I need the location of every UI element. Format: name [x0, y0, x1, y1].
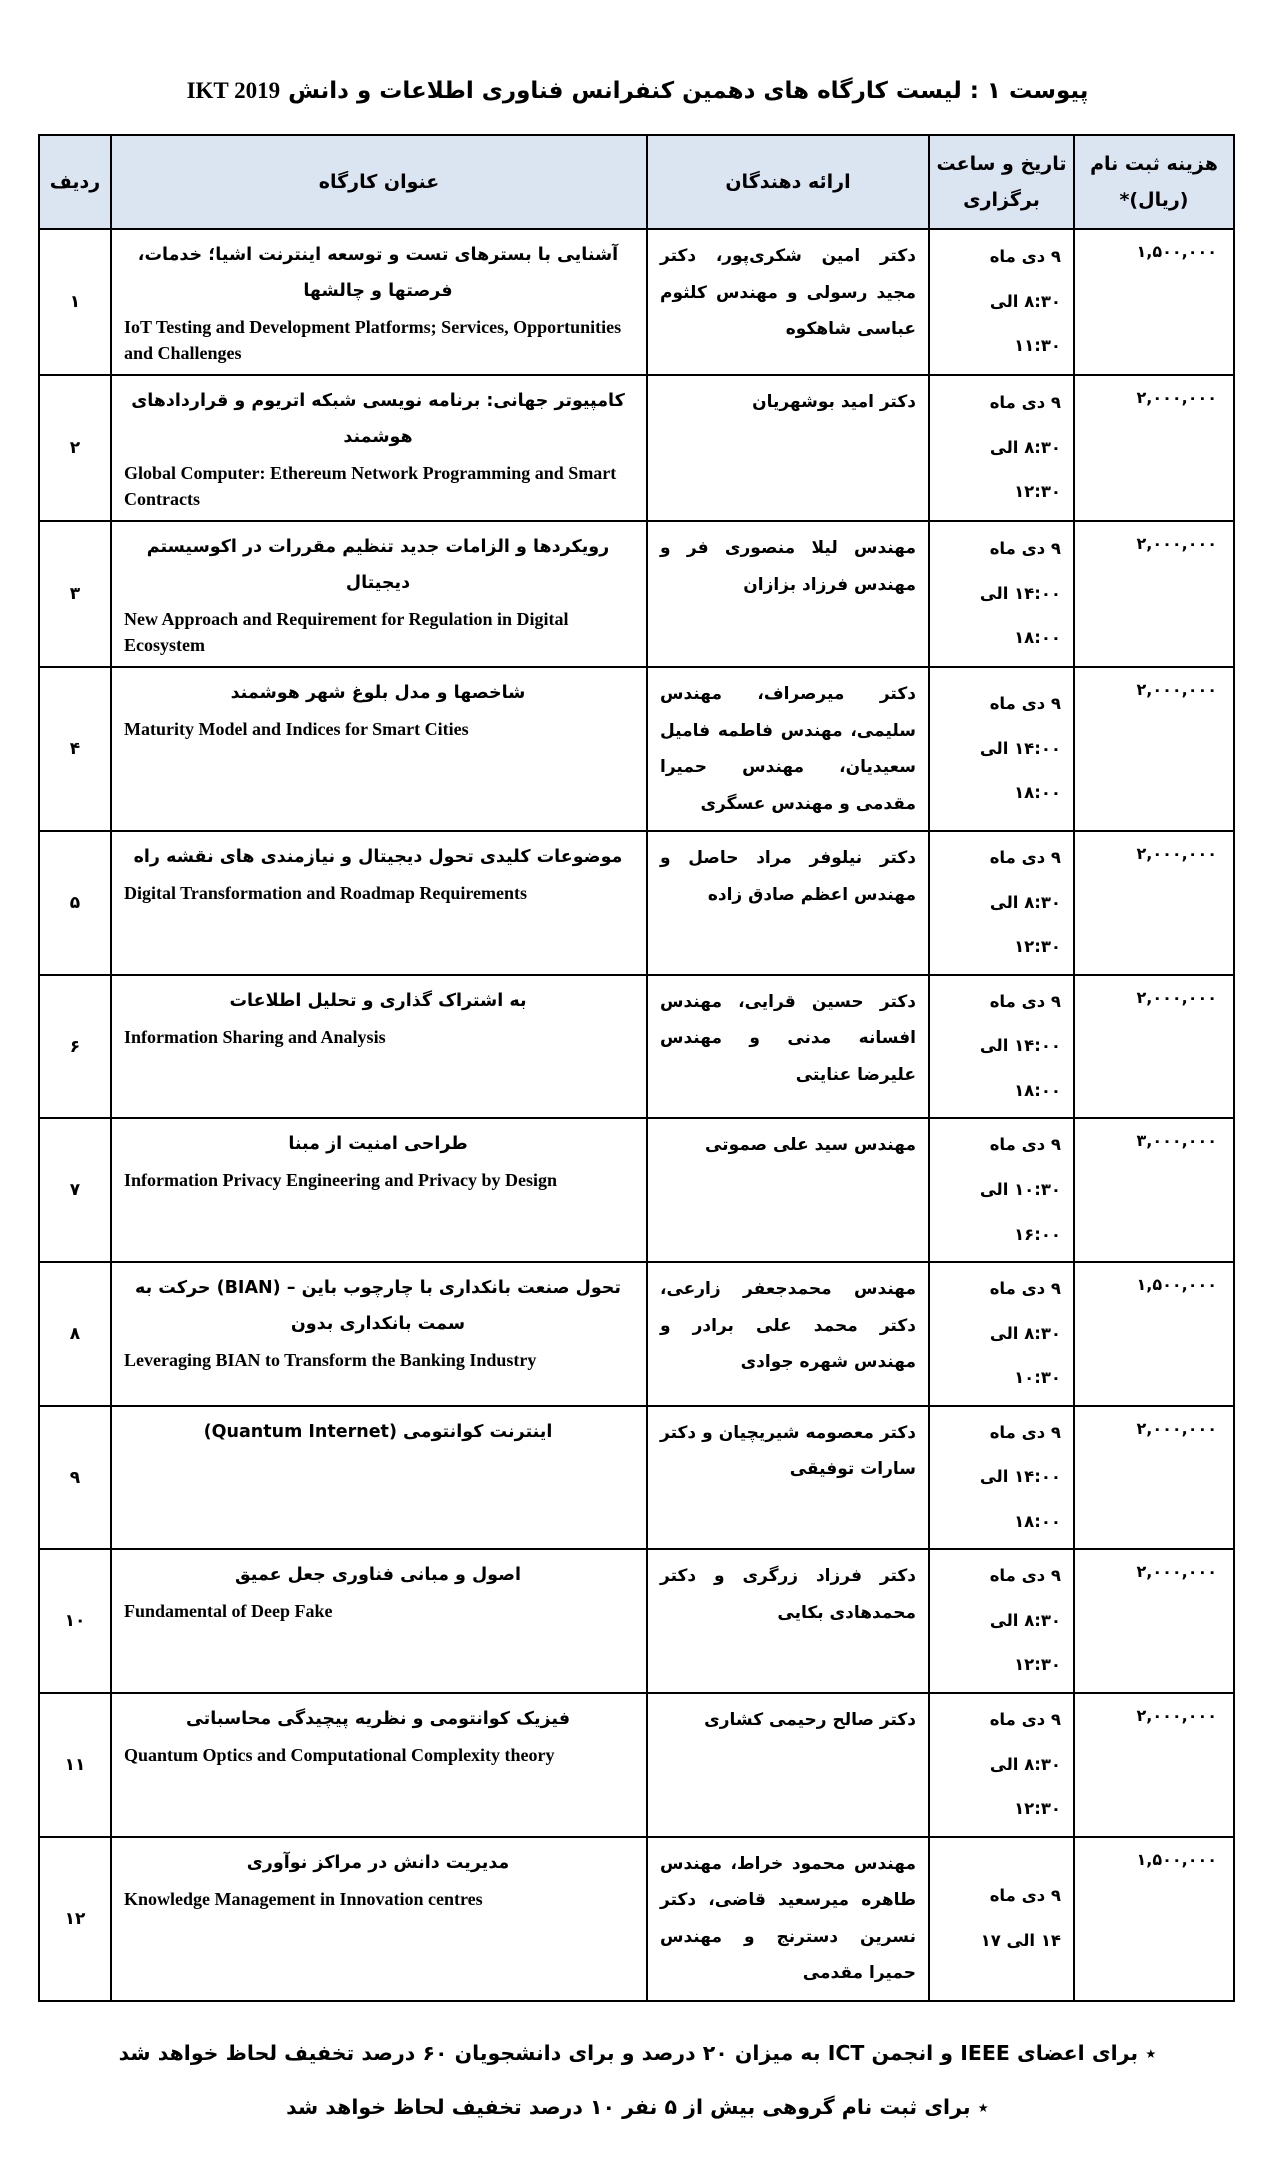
workshop-datetime-cell	[929, 521, 1074, 667]
workshop-title-english: Digital Transformation and Roadmap Requirements	[124, 883, 528, 904]
workshop-title-english: Global Computer: Ethereum Network Programming and Smart Contracts	[124, 462, 617, 509]
workshop-cost: ۱,۵۰۰,۰۰۰	[1074, 1837, 1234, 2001]
workshop-cost: ۲,۰۰۰,۰۰۰	[1074, 375, 1234, 521]
workshop-date: ۹ دی ماه	[989, 1135, 1061, 1155]
workshop-date: ۹ دی ماه	[989, 991, 1061, 1011]
table-row	[39, 1549, 1234, 1693]
workshop-title-english: Information Sharing and Analysis	[124, 1026, 386, 1047]
workshop-title-farsi: فیزیک کوانتومی و نظریه پیچیدگی محاسباتی	[185, 1709, 571, 1730]
workshop-date: ۹ دی ماه	[989, 1279, 1061, 1299]
workshop-cost: ۲,۰۰۰,۰۰۰	[1074, 975, 1234, 1119]
workshop-row-number: ۱۰	[39, 1549, 111, 1693]
workshop-datetime-cell	[929, 975, 1074, 1119]
workshop-presenters: دکتر نیلوفر مراد حاصل و مهندس اعظم صادق زاده	[647, 831, 929, 975]
workshop-cost: ۱,۵۰۰,۰۰۰	[1074, 1262, 1234, 1406]
workshop-cost: ۳,۰۰۰,۰۰۰	[1074, 1118, 1234, 1262]
workshop-title-english: Fundamental of Deep Fake	[124, 1601, 333, 1622]
table-row	[39, 1837, 1234, 2001]
workshop-datetime-cell	[929, 1406, 1074, 1550]
workshop-datetime-cell	[929, 1262, 1074, 1406]
workshop-title-cell	[111, 1406, 647, 1550]
table-row	[39, 1118, 1234, 1262]
table-row	[39, 1693, 1234, 1837]
workshop-title-cell	[111, 975, 647, 1119]
workshop-date: ۹ دی ماه	[989, 1566, 1061, 1586]
workshop-date: ۹ دی ماه	[989, 1886, 1061, 1906]
workshop-cost: ۲,۰۰۰,۰۰۰	[1074, 667, 1234, 831]
workshop-title-english: New Approach and Requirement for Regulation in Digital Ecosystem	[124, 608, 569, 655]
workshop-title-farsi: شاخصها و مدل بلوغ شهر هوشمند	[230, 683, 526, 703]
workshop-datetime-cell	[929, 375, 1074, 521]
workshop-date: ۹ دی ماه	[989, 539, 1061, 559]
workshop-title-cell	[111, 521, 647, 667]
workshop-title-cell	[111, 831, 647, 975]
workshop-title-cell	[111, 1693, 647, 1837]
workshop-datetime-cell	[929, 1118, 1074, 1262]
workshop-cost: ۲,۰۰۰,۰۰۰	[1074, 1549, 1234, 1693]
workshop-row-number: ۱۱	[39, 1693, 111, 1837]
workshop-title-farsi: کامپیوتر جهانی: برنامه نویسی شبکه اتریوم و قراردادهای هوشمند	[131, 391, 625, 447]
workshop-time: ۸:۳۰ الی ۱۲:۳۰	[989, 1610, 1061, 1675]
workshop-title-cell	[111, 1118, 647, 1262]
workshop-time: ۱۴ الی ۱۷	[980, 1930, 1061, 1950]
table-row	[39, 521, 1234, 667]
workshop-date: ۹ دی ماه	[989, 393, 1061, 413]
page-title-farsi: پیوست ۱ : لیست کارگاه های دهمین کنفرانس فناوری اطلاعات و دانش	[288, 78, 1089, 104]
workshop-presenters: مهندس لیلا منصوری فر و مهندس فرزاد بزازان	[647, 521, 929, 667]
workshop-presenters: دکتر حسین قرایی، مهندس افسانه مدنی و مهندس علیرضا عنایتی	[647, 975, 929, 1119]
workshop-presenters: دکتر امین شکری‌پور، دکتر مجید رسولی و مهندس کلثوم عباسی شاهکوه	[647, 229, 929, 375]
workshop-datetime-cell	[929, 667, 1074, 831]
workshops-table	[38, 134, 1235, 2002]
workshop-title-cell	[111, 375, 647, 521]
workshop-row-number: ۱۲	[39, 1837, 111, 2001]
workshop-datetime-cell	[929, 831, 1074, 975]
workshop-time: ۱۰:۳۰ الی ۱۶:۰۰	[979, 1180, 1061, 1244]
workshop-presenters: مهندس محمدجعفر زارعی، دکتر محمد علی برادر و مهندس شهره جوادی	[647, 1262, 929, 1406]
workshop-title-cell	[111, 667, 647, 831]
workshop-title-farsi: موضوعات کلیدی تحول دیجیتال و نیازمندی های نقشه راه	[133, 847, 623, 868]
table-row	[39, 1262, 1234, 1406]
table-row	[39, 229, 1234, 375]
workshop-datetime-cell	[929, 1549, 1074, 1693]
workshop-title-farsi: اصول و مبانی فناوری جعل عمیق	[234, 1565, 522, 1586]
workshop-row-number: ۸	[39, 1262, 111, 1406]
workshop-title-cell	[111, 1262, 647, 1406]
footnote-discount-members: ٭ برای اعضای IEEE و انجمن ICT به میزان ۲۰ درصد و برای دانشجویان ۶۰ درصد تخفیف لحاظ خواهد شد	[118, 2040, 1157, 2065]
workshop-datetime-cell	[929, 1837, 1074, 2001]
header-row-number: ردیف	[39, 135, 111, 229]
workshop-presenters: مهندس سید علی صموتی	[647, 1118, 929, 1262]
header-presenters: ارائه دهندگان	[647, 135, 929, 229]
workshop-title-english: Maturity Model and Indices for Smart Cities	[124, 718, 469, 739]
workshop-presenters: دکتر میرصراف، مهندس سلیمی، مهندس فاطمه فامیل سعیدیان، مهندس حمیرا مقدمی و مهندس عسگری	[647, 667, 929, 831]
workshop-presenters: دکتر فرزاد زرگری و دکتر محمدهادی بکایی	[647, 1549, 929, 1693]
workshop-presenters: دکتر معصومه شیریچیان و دکتر سارات توفیقی	[647, 1406, 929, 1550]
page-title	[40, 78, 1235, 104]
workshop-date: ۹ دی ماه	[989, 1710, 1061, 1730]
workshop-row-number: ۷	[39, 1118, 111, 1262]
workshop-row-number: ۹	[39, 1406, 111, 1550]
workshop-cost: ۲,۰۰۰,۰۰۰	[1074, 831, 1234, 975]
workshop-cost: ۲,۰۰۰,۰۰۰	[1074, 1406, 1234, 1550]
workshop-title-farsi: طراحی امنیت از مبنا	[288, 1134, 468, 1155]
workshop-presenters: مهندس محمود خراط، مهندس طاهره میرسعید قاضی، دکتر نسرین دسترنج و مهندس حمیرا مقدمی	[647, 1837, 929, 2001]
workshop-time: ۸:۳۰ الی ۱۲:۳۰	[989, 1754, 1061, 1819]
workshop-time: ۸:۳۰ الی ۱۲:۳۰	[989, 892, 1061, 957]
workshop-time: ۸:۳۰ الی ۱۰:۳۰	[989, 1323, 1061, 1388]
workshop-title-english: IoT Testing and Development Platforms; Services, Opportunities and Challenges	[124, 316, 622, 364]
workshop-datetime-cell	[929, 1693, 1074, 1837]
footnote-discount-group: ٭ برای ثبت نام گروهی بیش از ۵ نفر ۱۰ درصد تخفیف لحاظ خواهد شد	[286, 2095, 989, 2120]
workshop-title-farsi: رویکردها و الزامات جدید تنظیم مقررات در اکوسیستم دیجیتال	[146, 537, 610, 593]
workshop-row-number: ۱	[39, 229, 111, 375]
workshop-time: ۱۴:۰۰ الی ۱۸:۰۰	[979, 583, 1061, 648]
workshop-date: ۹ دی ماه	[989, 694, 1061, 714]
workshop-title-farsi: اینترنت کوانتومی (Quantum Internet)	[203, 1421, 553, 1442]
workshop-row-number: ۵	[39, 831, 111, 975]
workshop-date: ۹ دی ماه	[989, 848, 1061, 868]
table-row	[39, 375, 1234, 521]
workshop-time: ۸:۳۰ الی ۱۲:۳۰	[989, 437, 1061, 502]
workshop-presenters: دکتر امید بوشهریان	[647, 375, 929, 521]
table-row	[39, 975, 1234, 1119]
workshop-date: ۹ دی ماه	[989, 1422, 1061, 1442]
workshop-title-english: Knowledge Management in Innovation centres	[124, 1888, 483, 1909]
workshop-title-cell	[111, 229, 647, 375]
workshop-rows	[39, 229, 1234, 2001]
workshop-date: ۹ دی ماه	[989, 247, 1061, 267]
workshop-row-number: ۶	[39, 975, 111, 1119]
workshop-title-farsi: آشنایی با بسترهای تست و توسعه اینترنت اشیا؛ خدمات، فرصتها و چالشها	[137, 245, 619, 302]
workshop-row-number: ۳	[39, 521, 111, 667]
workshop-title-english: Leveraging BIAN to Transform the Banking Industry	[124, 1349, 537, 1370]
workshop-title-english: Quantum Optics and Computational Complexity theory	[124, 1744, 555, 1765]
workshop-title-cell	[111, 1837, 647, 2001]
workshop-presenters: دکتر صالح رحیمی کشاری	[647, 1693, 929, 1837]
workshop-title-cell	[111, 1549, 647, 1693]
table-row	[39, 1406, 1234, 1550]
table-row	[39, 667, 1234, 831]
table-header-row	[39, 135, 1234, 229]
workshop-row-number: ۲	[39, 375, 111, 521]
header-cost: هزینه ثبت نام (ریال)*	[1074, 135, 1234, 229]
workshop-cost: ۲,۰۰۰,۰۰۰	[1074, 521, 1234, 667]
header-datetime: تاریخ و ساعت برگزاری	[929, 135, 1074, 229]
page-title-latin: IKT 2019	[186, 78, 281, 103]
workshop-title-farsi: تحول صنعت بانکداری با چارچوب باین – (BIAN) حرکت به سمت بانکداری بدون	[135, 1278, 621, 1334]
workshop-time: ۱۴:۰۰ الی ۱۸:۰۰	[979, 738, 1061, 803]
workshop-cost: ۲,۰۰۰,۰۰۰	[1074, 1693, 1234, 1837]
workshop-title-farsi: مدیریت دانش در مراکز نوآوری	[246, 1852, 510, 1873]
table-row	[39, 831, 1234, 975]
footnotes	[40, 2026, 1235, 2135]
workshop-time: ۱۴:۰۰ الی ۱۸:۰۰	[979, 1036, 1061, 1100]
workshop-title-farsi: به اشتراک گذاری و تحلیل اطلاعات	[229, 990, 527, 1011]
workshop-row-number: ۴	[39, 667, 111, 831]
workshop-title-english: Information Privacy Engineering and Privacy by Design	[124, 1170, 557, 1191]
workshop-time: ۱۴:۰۰ الی ۱۸:۰۰	[979, 1467, 1061, 1531]
header-title: عنوان کارگاه	[111, 135, 647, 229]
workshop-cost: ۱,۵۰۰,۰۰۰	[1074, 229, 1234, 375]
workshop-time: ۸:۳۰ الی ۱۱:۳۰	[989, 291, 1061, 356]
workshop-datetime-cell	[929, 229, 1074, 375]
